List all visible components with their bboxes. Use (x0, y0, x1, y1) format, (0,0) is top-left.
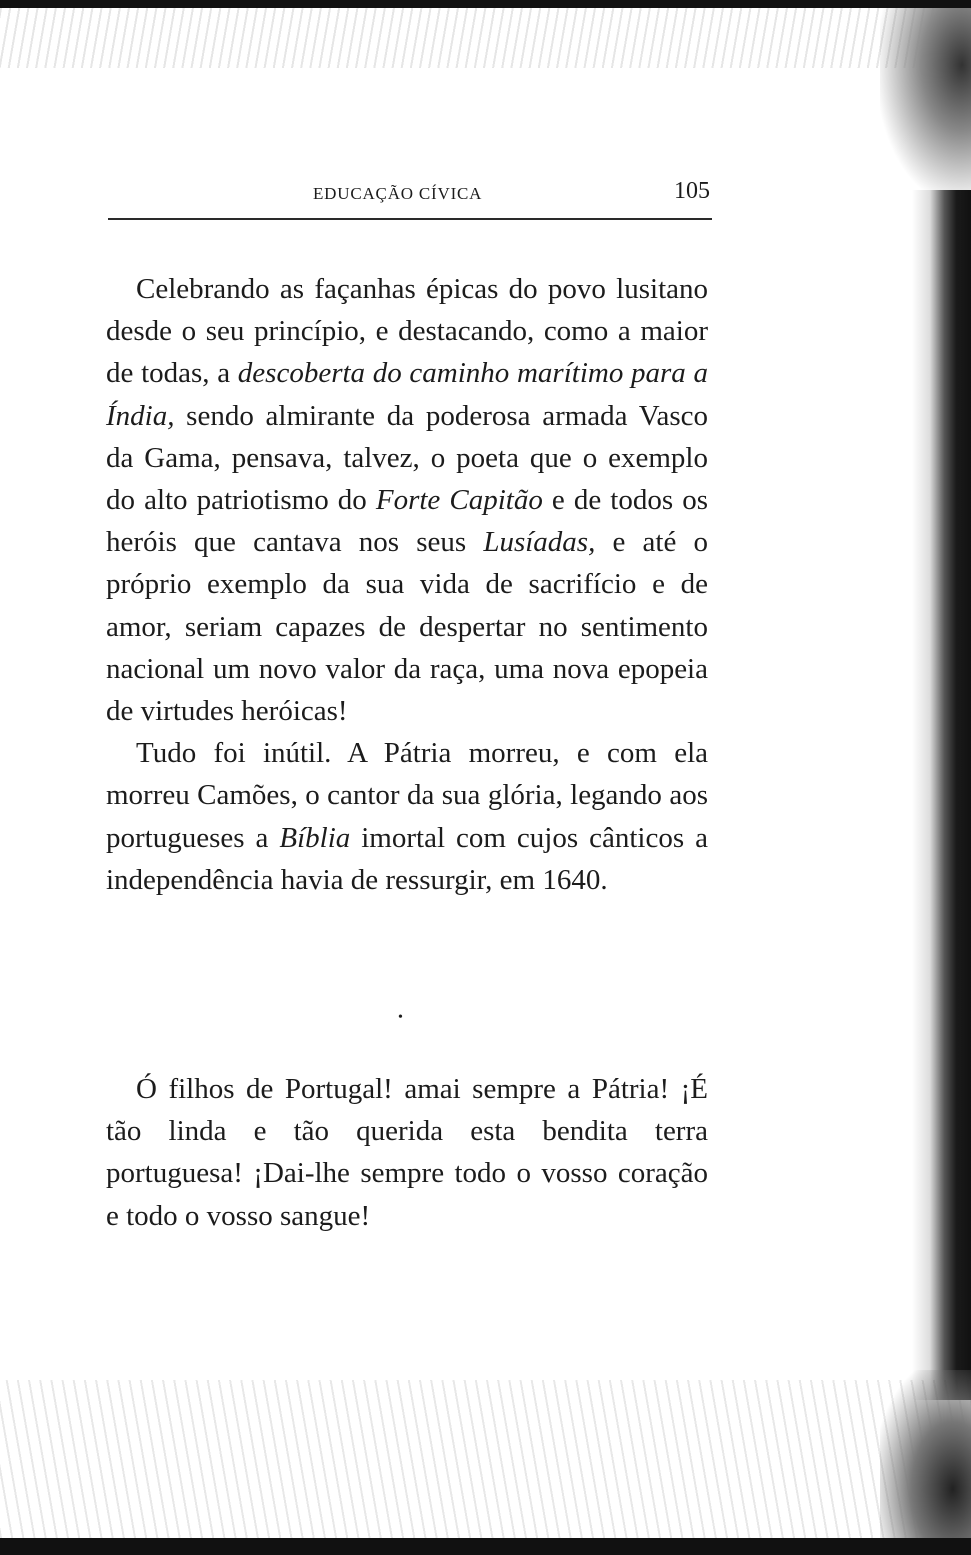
paragraph-1-italic-1: descoberta do caminho marítimo para a Índia, (106, 357, 708, 432)
running-head (108, 178, 712, 214)
paragraph-2-text-1: Tudo foi inútil. A Pátria morreu, e com ela morreu Camões, o cantor da sua glória, legando aos portugueses a (106, 737, 708, 854)
scan-noise-top (0, 8, 960, 68)
paragraph-1 (106, 268, 708, 732)
header-rule (108, 218, 712, 220)
scan-shadow-bottom-right (880, 1370, 971, 1540)
paragraph-1-text-1: Celebrando as façanhas épicas do povo lusitano desde o seu princípio, e destacando, como a maior de todas, a (106, 273, 708, 390)
closing-exhortation (106, 1068, 708, 1237)
paragraph-1-text-3: e de todos os heróis que cantava nos seus (106, 484, 709, 559)
paragraph-1-italic-3: Lusíadas, (483, 526, 596, 559)
scan-shadow-right (912, 190, 971, 1400)
scan-border-top (0, 0, 971, 8)
page-number: 105 (674, 178, 710, 204)
section-separator: • (398, 1010, 403, 1025)
paragraph-2 (106, 732, 708, 901)
running-head-title: EDUCAÇÃO CÍVICA (313, 184, 483, 203)
paragraph-1-text-4: e até o próprio exemplo da sua vida de sacrifício e de amor, seriam capazes de despertar no sentimento nacional um novo valor da raça, uma nova epopeia de virtudes heróicas! (106, 526, 709, 728)
scan-noise-bottom (0, 1380, 971, 1538)
scan-shadow-top-right (880, 8, 971, 198)
paragraph-1-italic-2: Forte Capitão (375, 484, 543, 517)
paragraph-1-text-2: sendo almirante da poderosa armada Vasco da Gama, pensava, talvez, o poeta que o exemplo do alto patriotismo do (106, 399, 708, 517)
main-text (106, 268, 708, 901)
paragraph-2-text-2: imortal com cujos cânticos a independência havia de ressurgir, em 1640. (106, 821, 708, 896)
paragraph-2-italic-1: Bíblia (279, 821, 351, 854)
paragraph-3: Ó filhos de Portugal! amai sempre a Pátria! ¡É tão linda e tão querida esta bendita terra portuguesa! ¡Dai-lhe sempre todo o vosso coração e todo o vosso sangue! (106, 1073, 708, 1232)
scan-border-bottom (0, 1538, 971, 1555)
